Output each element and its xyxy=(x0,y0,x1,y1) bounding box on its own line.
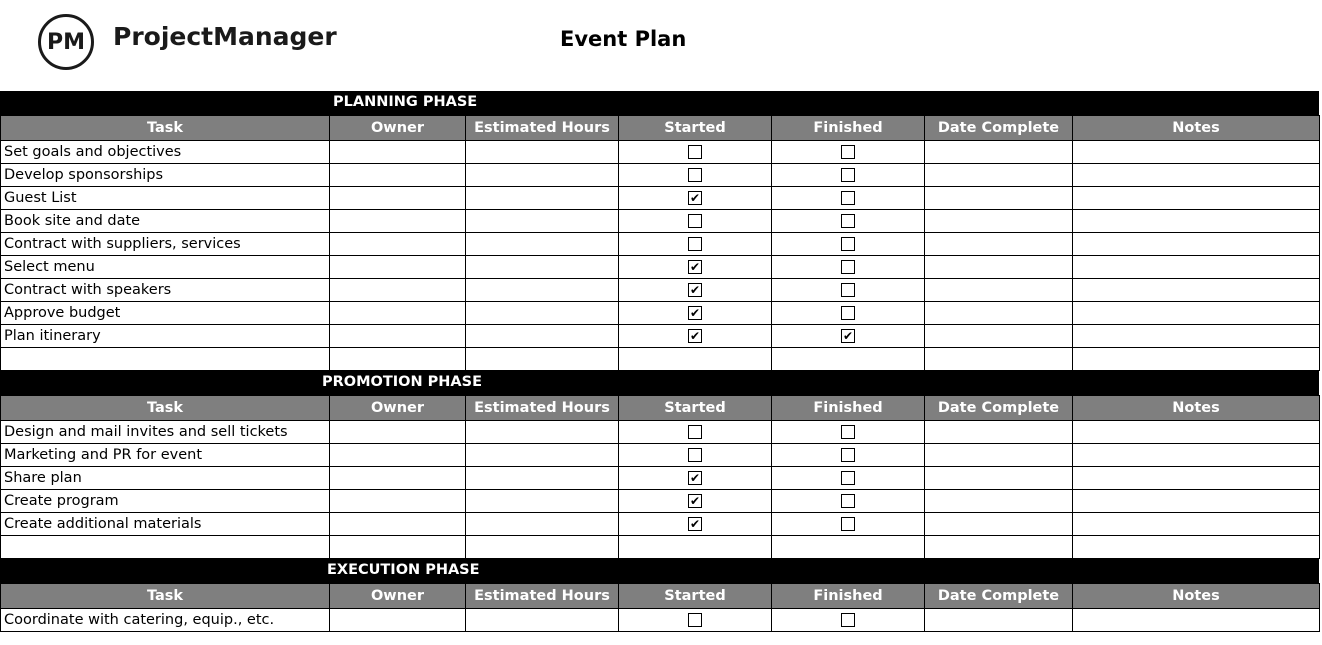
task-cell[interactable]: Marketing and PR for event xyxy=(1,444,330,467)
task-cell[interactable]: Approve budget xyxy=(1,302,330,325)
owner-cell[interactable] xyxy=(330,302,466,325)
estimated-hours-cell[interactable] xyxy=(466,348,619,371)
started-checkbox[interactable]: ✔ xyxy=(689,191,701,205)
estimated-hours-cell[interactable] xyxy=(466,536,619,559)
column-header: Finished xyxy=(772,584,925,609)
owner-cell[interactable] xyxy=(330,609,466,632)
column-header: Started xyxy=(619,396,772,421)
finished-cell xyxy=(772,279,925,302)
task-cell[interactable] xyxy=(1,348,330,371)
table-row xyxy=(1,302,1320,325)
notes-cell[interactable] xyxy=(1073,421,1320,444)
started-cell xyxy=(619,210,772,233)
started-checkbox[interactable] xyxy=(688,168,702,182)
started-cell xyxy=(619,302,772,325)
estimated-hours-cell[interactable] xyxy=(466,325,619,348)
estimated-hours-cell[interactable] xyxy=(466,302,619,325)
finished-cell xyxy=(772,210,925,233)
finished-cell xyxy=(772,490,925,513)
column-header-row xyxy=(1,584,1320,609)
finished-checkbox[interactable] xyxy=(841,306,855,320)
started-checkbox[interactable]: ✔ xyxy=(689,471,701,485)
table-row xyxy=(1,513,1320,536)
finished-cell xyxy=(772,325,925,348)
phase-title: PLANNING PHASE xyxy=(333,94,478,110)
notes-cell[interactable] xyxy=(1073,513,1320,536)
task-cell[interactable]: Coordinate with catering, equip., etc. xyxy=(1,609,330,632)
notes-cell[interactable] xyxy=(1073,490,1320,513)
phase-header-bar xyxy=(0,559,1319,583)
date-complete-cell[interactable] xyxy=(925,421,1073,444)
table-row xyxy=(1,256,1320,279)
started-cell xyxy=(619,609,772,632)
task-cell[interactable]: Plan itinerary xyxy=(1,325,330,348)
finished-checkbox[interactable] xyxy=(841,471,855,485)
started-checkbox[interactable]: ✔ xyxy=(689,306,701,320)
owner-cell[interactable] xyxy=(330,141,466,164)
started-cell xyxy=(619,536,772,559)
phase-section xyxy=(0,559,1322,632)
owner-cell[interactable] xyxy=(330,444,466,467)
started-cell xyxy=(619,141,772,164)
owner-cell[interactable] xyxy=(330,325,466,348)
started-cell xyxy=(619,467,772,490)
column-header: Task xyxy=(1,396,330,421)
notes-cell[interactable] xyxy=(1073,164,1320,187)
finished-checkbox[interactable] xyxy=(841,494,855,508)
notes-cell[interactable] xyxy=(1073,256,1320,279)
estimated-hours-cell[interactable] xyxy=(466,210,619,233)
notes-cell[interactable] xyxy=(1073,302,1320,325)
owner-cell[interactable] xyxy=(330,210,466,233)
date-complete-cell[interactable] xyxy=(925,233,1073,256)
column-header: Owner xyxy=(330,396,466,421)
date-complete-cell[interactable] xyxy=(925,467,1073,490)
finished-checkbox[interactable] xyxy=(841,168,855,182)
table-row xyxy=(1,141,1320,164)
date-complete-cell[interactable] xyxy=(925,210,1073,233)
notes-cell[interactable] xyxy=(1073,325,1320,348)
finished-cell xyxy=(772,467,925,490)
notes-cell[interactable] xyxy=(1073,467,1320,490)
owner-cell[interactable] xyxy=(330,187,466,210)
table-row xyxy=(1,536,1320,559)
notes-cell[interactable] xyxy=(1073,444,1320,467)
finished-cell xyxy=(772,536,925,559)
notes-cell[interactable] xyxy=(1073,536,1320,559)
phase-title: EXECUTION PHASE xyxy=(327,562,480,578)
task-cell[interactable]: Develop sponsorships xyxy=(1,164,330,187)
column-header: Estimated Hours xyxy=(466,584,619,609)
task-cell[interactable]: Select menu xyxy=(1,256,330,279)
phase-title: PROMOTION PHASE xyxy=(322,374,483,390)
date-complete-cell[interactable] xyxy=(925,609,1073,632)
date-complete-cell[interactable] xyxy=(925,325,1073,348)
started-cell xyxy=(619,325,772,348)
logo-name: ProjectManager xyxy=(113,22,337,51)
column-header: Finished xyxy=(772,396,925,421)
started-checkbox[interactable] xyxy=(688,613,702,627)
finished-checkbox[interactable] xyxy=(841,448,855,462)
table-row xyxy=(1,421,1320,444)
estimated-hours-cell[interactable] xyxy=(466,421,619,444)
phase-header-bar xyxy=(0,91,1319,115)
date-complete-cell[interactable] xyxy=(925,444,1073,467)
started-cell xyxy=(619,164,772,187)
column-header: Notes xyxy=(1073,116,1320,141)
finished-cell xyxy=(772,256,925,279)
task-cell[interactable]: Design and mail invites and sell tickets xyxy=(1,421,330,444)
finished-cell xyxy=(772,164,925,187)
started-checkbox[interactable] xyxy=(688,145,702,159)
task-cell[interactable]: Book site and date xyxy=(1,210,330,233)
started-checkbox[interactable]: ✔ xyxy=(689,329,701,343)
logo-badge: PM xyxy=(38,14,94,70)
task-table xyxy=(0,115,1320,371)
owner-cell[interactable] xyxy=(330,164,466,187)
table-row xyxy=(1,164,1320,187)
header xyxy=(0,0,1322,91)
started-checkbox[interactable] xyxy=(688,448,702,462)
finished-cell xyxy=(772,141,925,164)
column-header: Notes xyxy=(1073,396,1320,421)
page-title: Event Plan xyxy=(560,27,687,51)
owner-cell[interactable] xyxy=(330,513,466,536)
started-checkbox[interactable] xyxy=(688,214,702,228)
table-row xyxy=(1,187,1320,210)
estimated-hours-cell[interactable] xyxy=(466,467,619,490)
task-table xyxy=(0,583,1320,632)
finished-checkbox[interactable] xyxy=(841,283,855,297)
estimated-hours-cell[interactable] xyxy=(466,513,619,536)
task-table xyxy=(0,395,1320,559)
date-complete-cell[interactable] xyxy=(925,256,1073,279)
started-cell xyxy=(619,444,772,467)
column-header: Date Complete xyxy=(925,584,1073,609)
column-header: Started xyxy=(619,116,772,141)
phase-section xyxy=(0,371,1322,559)
started-checkbox[interactable]: ✔ xyxy=(689,517,701,531)
table-row xyxy=(1,348,1320,371)
estimated-hours-cell[interactable] xyxy=(466,233,619,256)
table-row xyxy=(1,490,1320,513)
estimated-hours-cell[interactable] xyxy=(466,609,619,632)
notes-cell[interactable] xyxy=(1073,210,1320,233)
started-cell xyxy=(619,279,772,302)
column-header: Estimated Hours xyxy=(466,116,619,141)
owner-cell[interactable] xyxy=(330,490,466,513)
started-checkbox[interactable] xyxy=(688,425,702,439)
notes-cell[interactable] xyxy=(1073,609,1320,632)
finished-checkbox[interactable]: ✔ xyxy=(842,329,854,343)
phase-header-bar xyxy=(0,371,1319,395)
date-complete-cell[interactable] xyxy=(925,302,1073,325)
date-complete-cell[interactable] xyxy=(925,348,1073,371)
owner-cell[interactable] xyxy=(330,536,466,559)
owner-cell[interactable] xyxy=(330,467,466,490)
finished-cell xyxy=(772,233,925,256)
owner-cell[interactable] xyxy=(330,233,466,256)
task-cell[interactable]: Share plan xyxy=(1,467,330,490)
finished-checkbox[interactable] xyxy=(841,145,855,159)
finished-checkbox[interactable] xyxy=(841,425,855,439)
column-header: Date Complete xyxy=(925,116,1073,141)
finished-checkbox[interactable] xyxy=(841,613,855,627)
finished-checkbox[interactable] xyxy=(841,214,855,228)
estimated-hours-cell[interactable] xyxy=(466,279,619,302)
date-complete-cell[interactable] xyxy=(925,187,1073,210)
task-cell[interactable]: Set goals and objectives xyxy=(1,141,330,164)
date-complete-cell[interactable] xyxy=(925,279,1073,302)
column-header: Estimated Hours xyxy=(466,396,619,421)
task-cell[interactable]: Create additional materials xyxy=(1,513,330,536)
started-checkbox[interactable]: ✔ xyxy=(689,283,701,297)
started-cell xyxy=(619,256,772,279)
finished-checkbox[interactable] xyxy=(841,191,855,205)
started-cell xyxy=(619,187,772,210)
owner-cell[interactable] xyxy=(330,256,466,279)
estimated-hours-cell[interactable] xyxy=(466,490,619,513)
finished-cell xyxy=(772,421,925,444)
finished-cell xyxy=(772,609,925,632)
task-cell[interactable]: Contract with suppliers, services xyxy=(1,233,330,256)
owner-cell[interactable] xyxy=(330,279,466,302)
started-cell xyxy=(619,513,772,536)
table-row xyxy=(1,325,1320,348)
date-complete-cell[interactable] xyxy=(925,513,1073,536)
phase-section xyxy=(0,91,1322,371)
date-complete-cell[interactable] xyxy=(925,490,1073,513)
estimated-hours-cell[interactable] xyxy=(466,141,619,164)
table-row xyxy=(1,444,1320,467)
finished-cell xyxy=(772,513,925,536)
table-row xyxy=(1,467,1320,490)
column-header: Date Complete xyxy=(925,396,1073,421)
finished-checkbox[interactable] xyxy=(841,517,855,531)
finished-cell xyxy=(772,187,925,210)
date-complete-cell[interactable] xyxy=(925,141,1073,164)
estimated-hours-cell[interactable] xyxy=(466,256,619,279)
notes-cell[interactable] xyxy=(1073,233,1320,256)
date-complete-cell[interactable] xyxy=(925,536,1073,559)
finished-checkbox[interactable] xyxy=(841,237,855,251)
estimated-hours-cell[interactable] xyxy=(466,187,619,210)
column-header: Finished xyxy=(772,116,925,141)
notes-cell[interactable] xyxy=(1073,348,1320,371)
table-row xyxy=(1,279,1320,302)
started-checkbox[interactable] xyxy=(688,237,702,251)
finished-cell xyxy=(772,444,925,467)
date-complete-cell[interactable] xyxy=(925,164,1073,187)
column-header-row xyxy=(1,396,1320,421)
table-row xyxy=(1,609,1320,632)
notes-cell[interactable] xyxy=(1073,279,1320,302)
started-checkbox[interactable]: ✔ xyxy=(689,260,701,274)
column-header: Task xyxy=(1,116,330,141)
column-header: Task xyxy=(1,584,330,609)
column-header-row xyxy=(1,116,1320,141)
finished-cell xyxy=(772,348,925,371)
task-cell[interactable]: Contract with speakers xyxy=(1,279,330,302)
event-plan-sheet xyxy=(0,91,1322,632)
finished-cell xyxy=(772,302,925,325)
task-cell[interactable] xyxy=(1,536,330,559)
task-cell[interactable]: Create program xyxy=(1,490,330,513)
finished-checkbox[interactable] xyxy=(841,260,855,274)
table-row xyxy=(1,210,1320,233)
started-checkbox[interactable]: ✔ xyxy=(689,494,701,508)
column-header: Notes xyxy=(1073,584,1320,609)
started-cell xyxy=(619,233,772,256)
owner-cell[interactable] xyxy=(330,421,466,444)
estimated-hours-cell[interactable] xyxy=(466,164,619,187)
owner-cell[interactable] xyxy=(330,348,466,371)
task-cell[interactable]: Guest List xyxy=(1,187,330,210)
started-cell xyxy=(619,490,772,513)
notes-cell[interactable] xyxy=(1073,187,1320,210)
column-header: Owner xyxy=(330,584,466,609)
column-header: Owner xyxy=(330,116,466,141)
started-cell xyxy=(619,348,772,371)
started-cell xyxy=(619,421,772,444)
column-header: Started xyxy=(619,584,772,609)
estimated-hours-cell[interactable] xyxy=(466,444,619,467)
notes-cell[interactable] xyxy=(1073,141,1320,164)
table-row xyxy=(1,233,1320,256)
